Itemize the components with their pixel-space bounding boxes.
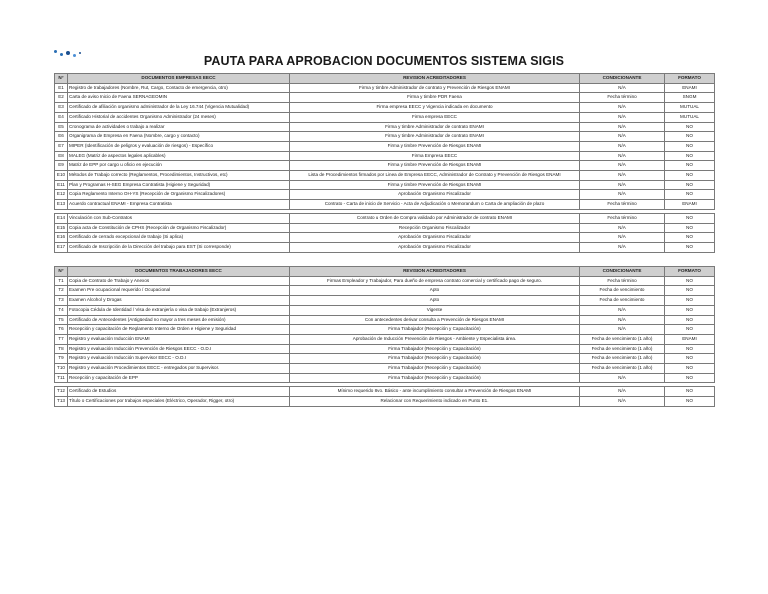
cell-condition: Fecha término bbox=[580, 200, 665, 210]
table-row bbox=[55, 286, 715, 296]
cell-condition: N/A bbox=[580, 397, 665, 407]
cell-format: NO bbox=[665, 180, 715, 190]
table-row bbox=[55, 93, 715, 103]
table-row bbox=[55, 141, 715, 151]
cell-document-name: Certificado de Estudios bbox=[68, 387, 290, 397]
table-header-row bbox=[55, 74, 715, 84]
cell-condition: Fecha de vencimiento (1 año) bbox=[580, 344, 665, 354]
cell-document-name: Certificado de afiliación organismo administrador de la Ley 16.744 (Vigencia Mutualidad) bbox=[68, 103, 290, 113]
cell-review-requirement: Firma Trabajador (Recepción y Capacitación) bbox=[290, 325, 580, 335]
cell-format: MUTUAL bbox=[665, 103, 715, 113]
cell-format: NO bbox=[665, 233, 715, 243]
cell-review-requirement: Firmas Empleador y Trabajador, Para dueño de empresa contrato comercial y certificado pago de seguro. bbox=[290, 276, 580, 286]
cell-condition: N/A bbox=[580, 223, 665, 233]
cell-review-requirement: Firma y timbre Administrador de contrato ENAMI bbox=[290, 132, 580, 142]
table-row bbox=[55, 103, 715, 113]
cell-condition: N/A bbox=[580, 103, 665, 113]
cell-format: NO bbox=[665, 132, 715, 142]
cell-document-name: Certificado de cerrado excepcional de trabajo (Si aplica) bbox=[68, 233, 290, 243]
cell-condition: N/A bbox=[580, 387, 665, 397]
table-row bbox=[55, 213, 715, 223]
cell-item-number: E13 bbox=[55, 200, 68, 210]
cell-condition: N/A bbox=[580, 141, 665, 151]
cell-item-number: T2 bbox=[55, 286, 68, 296]
cell-review-requirement: Firma y timbre Administrador de contrato y Prevención de Riesgos ENAMI bbox=[290, 83, 580, 93]
cell-item-number: T3 bbox=[55, 296, 68, 306]
cell-format: ENAMI bbox=[665, 200, 715, 210]
cell-condition: Fecha término bbox=[580, 93, 665, 103]
cell-item-number: T10 bbox=[55, 364, 68, 374]
cell-format: NO bbox=[665, 223, 715, 233]
cell-format: ENAMI bbox=[665, 83, 715, 93]
table-row bbox=[55, 171, 715, 181]
cell-document-name: Copia de Contrato de Trabajo y Anexos bbox=[68, 276, 290, 286]
worker-documents-table bbox=[54, 266, 715, 407]
cell-review-requirement: Vigente bbox=[290, 305, 580, 315]
cell-format: NO bbox=[665, 141, 715, 151]
cell-condition: N/A bbox=[580, 305, 665, 315]
cell-review-requirement: Firma Trabajador (Recepción y Capacitación) bbox=[290, 344, 580, 354]
cell-document-name: Acuerdo contractual ENAMI - Empresa Contratista bbox=[68, 200, 290, 210]
cell-format: NO bbox=[665, 315, 715, 325]
cell-review-requirement: Firma empresa EECC y Vigencia indicada en documento bbox=[290, 103, 580, 113]
cell-item-number: E14 bbox=[55, 213, 68, 223]
cell-review-requirement: Contrato u Orden de Compra validado por Administrador de contrato ENAMI bbox=[290, 213, 580, 223]
cell-format: NO bbox=[665, 364, 715, 374]
cell-item-number: E12 bbox=[55, 190, 68, 200]
cell-document-name: Certificado de Inscripción de la Dirección del trabajo para EST (Si corresponde) bbox=[68, 242, 290, 252]
cell-condition: Fecha de vencimiento bbox=[580, 286, 665, 296]
cell-document-name: MIPER (Identificación de peligros y evaluación de riesgos) - Específico bbox=[68, 141, 290, 151]
table-row bbox=[55, 151, 715, 161]
cell-document-name: Fotocopia Cédula de Identidad / Visa de extranjería o visa de trabajo (Extranjeros) bbox=[68, 305, 290, 315]
cell-document-name: Copia Reglamento Interno OH-YS (Recepción de Organismo Fiscalizadores) bbox=[68, 190, 290, 200]
cell-review-requirement: Aprobación de Inducción Prevención de Riesgos - Ambiente y Especialista área. bbox=[290, 334, 580, 344]
cell-review-requirement: Contrato - Carta de inicio de Servicio - Acta de Adjudicación o Memorandum o Carta de ampliación de plazo bbox=[290, 200, 580, 210]
cell-condition: N/A bbox=[580, 132, 665, 142]
cell-item-number: T4 bbox=[55, 305, 68, 315]
cell-review-requirement: Firma y timbre Prevención de Riesgos ENAMI bbox=[290, 141, 580, 151]
cell-item-number: T7 bbox=[55, 334, 68, 344]
cell-document-name: Recepción y capacitación de EPP bbox=[68, 373, 290, 383]
cell-format: NO bbox=[665, 276, 715, 286]
cell-format: NO bbox=[665, 397, 715, 407]
cell-review-requirement: Firma empresa EECC bbox=[290, 112, 580, 122]
table-row bbox=[55, 373, 715, 383]
table-header-row bbox=[55, 267, 715, 277]
cell-condition: N/A bbox=[580, 373, 665, 383]
cell-document-name: MALEG (Matriz de aspectos legales aplicables) bbox=[68, 151, 290, 161]
column-header-condition: CONDICIONANTE bbox=[580, 267, 665, 277]
cell-document-name: Vinculación con Sub-Contratos bbox=[68, 213, 290, 223]
cell-condition: N/A bbox=[580, 112, 665, 122]
cell-review-requirement: Firma y timbre Prevención de Riesgos ENAMI bbox=[290, 161, 580, 171]
cell-document-name: Matriz de EPP por cargo u oficio en ejecución bbox=[68, 161, 290, 171]
cell-document-name: Plan y Programas H-SEG Empresa Contratista (Higiene y Seguridad) bbox=[68, 180, 290, 190]
table-row bbox=[55, 122, 715, 132]
cell-document-name: Registro de trabajadores (Nombre, Rut, Cargo, Contacto de emergencia, otro) bbox=[68, 83, 290, 93]
table-row bbox=[55, 200, 715, 210]
cell-item-number: E3 bbox=[55, 103, 68, 113]
table-row bbox=[55, 190, 715, 200]
cell-condition: Fecha de vencimiento (1 año) bbox=[580, 354, 665, 364]
cell-format: MUTUAL bbox=[665, 112, 715, 122]
cell-condition: N/A bbox=[580, 122, 665, 132]
cell-condition: Fecha término bbox=[580, 276, 665, 286]
column-header-document-name: DOCUMENTOS EMPRESAS EECC bbox=[68, 74, 290, 84]
cell-condition: N/A bbox=[580, 180, 665, 190]
column-header-review-requirement: REVISION ACREDITADORES bbox=[290, 74, 580, 84]
table-row bbox=[55, 397, 715, 407]
table-row bbox=[55, 315, 715, 325]
cell-review-requirement: Recepción Organismo Fiscalizador bbox=[290, 223, 580, 233]
cell-item-number: T11 bbox=[55, 373, 68, 383]
table-row bbox=[55, 364, 715, 374]
cell-document-name: Registro y evaluación Inducción Prevención de Riesgos EECC - O.D.I bbox=[68, 344, 290, 354]
cell-item-number: T6 bbox=[55, 325, 68, 335]
cell-condition: Fecha de vencimiento (1 año) bbox=[580, 334, 665, 344]
cell-document-name: Registro y evaluación Inducción Supervisor EECC - O.D.I bbox=[68, 354, 290, 364]
cell-condition: N/A bbox=[580, 171, 665, 181]
table-row bbox=[55, 296, 715, 306]
column-header-document-name: DOCUMENTOS TRABAJADORES EECC bbox=[68, 267, 290, 277]
cell-condition: N/A bbox=[580, 242, 665, 252]
cell-review-requirement: Apto bbox=[290, 296, 580, 306]
table-row bbox=[55, 344, 715, 354]
cell-item-number: E15 bbox=[55, 223, 68, 233]
table-row bbox=[55, 276, 715, 286]
column-header-item-number: N° bbox=[55, 74, 68, 84]
cell-format: NO bbox=[665, 305, 715, 315]
cell-document-name: Registro y evaluación Inducción ENAMI bbox=[68, 334, 290, 344]
table-row bbox=[55, 305, 715, 315]
cell-condition: N/A bbox=[580, 83, 665, 93]
cell-review-requirement: Relacionar con Requerimiento indicado en Punto E1. bbox=[290, 397, 580, 407]
cell-item-number: T9 bbox=[55, 354, 68, 364]
cell-condition: N/A bbox=[580, 325, 665, 335]
table-row bbox=[55, 161, 715, 171]
cell-document-name: Examen Pre ocupacional requerido / Ocupacional bbox=[68, 286, 290, 296]
cell-item-number: E16 bbox=[55, 233, 68, 243]
cell-review-requirement: Firma y timbre Administrador de contrato ENAMI bbox=[290, 122, 580, 132]
cell-item-number: E10 bbox=[55, 171, 68, 181]
cell-review-requirement: Firma Empresa EECC bbox=[290, 151, 580, 161]
cell-document-name: Carta de aviso Inicio de Faena SERNAGEOMIN bbox=[68, 93, 290, 103]
cell-item-number: E17 bbox=[55, 242, 68, 252]
cell-review-requirement: Firma Trabajador (Recepción y Capacitación) bbox=[290, 364, 580, 374]
table-row bbox=[55, 334, 715, 344]
cell-review-requirement: Apto bbox=[290, 286, 580, 296]
table-row bbox=[55, 233, 715, 243]
cell-item-number: E8 bbox=[55, 151, 68, 161]
cell-item-number: T13 bbox=[55, 397, 68, 407]
cell-format: NO bbox=[665, 122, 715, 132]
cell-item-number: T12 bbox=[55, 387, 68, 397]
cell-document-name: Título o Certificaciones por trabajos especiales (Eléctrico, Operador, Rigger, otro) bbox=[68, 397, 290, 407]
cell-document-name: Examen Alcohol y Drogas bbox=[68, 296, 290, 306]
cell-item-number: T1 bbox=[55, 276, 68, 286]
column-header-condition: CONDICIONANTE bbox=[580, 74, 665, 84]
cell-format: NO bbox=[665, 325, 715, 335]
cell-review-requirement: Con antecedentes derivar consulta a Prevención de Riesgos ENAMI bbox=[290, 315, 580, 325]
cell-format: NO bbox=[665, 387, 715, 397]
cell-document-name: Cronograma de actividades o trabajo a realizar bbox=[68, 122, 290, 132]
table-row bbox=[55, 354, 715, 364]
cell-format: NO bbox=[665, 344, 715, 354]
cell-item-number: E7 bbox=[55, 141, 68, 151]
cell-condition: N/A bbox=[580, 151, 665, 161]
cell-condition: Fecha de vencimiento (1 año) bbox=[580, 364, 665, 374]
cell-item-number: E11 bbox=[55, 180, 68, 190]
cell-review-requirement: Firma Trabajador (Recepción y Capacitación) bbox=[290, 354, 580, 364]
cell-review-requirement: Firma y timbre Prevención de Riesgos ENAMI bbox=[290, 180, 580, 190]
cell-condition: N/A bbox=[580, 190, 665, 200]
company-documents-table bbox=[54, 73, 715, 253]
table-row bbox=[55, 325, 715, 335]
cell-document-name: Certificado de Antecedentes (Antigüedad no mayor a tres meses de emisión) bbox=[68, 315, 290, 325]
cell-format: NO bbox=[665, 296, 715, 306]
cell-document-name: Certificado Historial de accidentes Organismo Administrador (24 meses) bbox=[68, 112, 290, 122]
table-row bbox=[55, 112, 715, 122]
cell-condition: N/A bbox=[580, 161, 665, 171]
table-row bbox=[55, 83, 715, 93]
cell-document-name: Recepción y capacitación de Reglamento Interno de Orden e Higiene y Seguridad bbox=[68, 325, 290, 335]
cell-item-number: E4 bbox=[55, 112, 68, 122]
cell-format: NO bbox=[665, 151, 715, 161]
cell-review-requirement: Firma y timbre PDR Faena bbox=[290, 93, 580, 103]
cell-format: SNGM bbox=[665, 93, 715, 103]
cell-document-name: Organigrama de Empresa en Faena (Nombre, cargo y contacto) bbox=[68, 132, 290, 142]
cell-condition: Fecha término bbox=[580, 213, 665, 223]
cell-review-requirement: Aprobación Organismo Fiscalizador bbox=[290, 190, 580, 200]
cell-format: ENAMI bbox=[665, 334, 715, 344]
cell-format: NO bbox=[665, 354, 715, 364]
cell-review-requirement: Lista de Procedimientos firmados por Linea de Empresa EECC, Administrador de Contrato y Prevención de Riesgos ENAMI bbox=[290, 171, 580, 181]
column-header-format: FORMATO bbox=[665, 267, 715, 277]
table-row bbox=[55, 387, 715, 397]
cell-format: NO bbox=[665, 190, 715, 200]
column-header-item-number: N° bbox=[55, 267, 68, 277]
table-row bbox=[55, 223, 715, 233]
cell-condition: Fecha de vencimiento bbox=[580, 296, 665, 306]
table-row bbox=[55, 242, 715, 252]
cell-review-requirement: Aprobación Organismo Fiscalizador bbox=[290, 242, 580, 252]
column-header-review-requirement: REVISION ACREDITADORES bbox=[290, 267, 580, 277]
cell-document-name: Copia acta de Constitución de CPHS (Recepción de Organismo Fiscalizador) bbox=[68, 223, 290, 233]
cell-item-number: E6 bbox=[55, 132, 68, 142]
cell-item-number: E5 bbox=[55, 122, 68, 132]
cell-item-number: E9 bbox=[55, 161, 68, 171]
cell-item-number: E2 bbox=[55, 93, 68, 103]
cell-format: NO bbox=[665, 213, 715, 223]
column-header-format: FORMATO bbox=[665, 74, 715, 84]
cell-review-requirement: Mínimo requerido 8vo. Básico - ante incumplimiento consultar a Prevención de Riesgos ENAMI bbox=[290, 387, 580, 397]
cell-condition: N/A bbox=[580, 233, 665, 243]
cell-format: NO bbox=[665, 286, 715, 296]
table-row bbox=[55, 132, 715, 142]
cell-item-number: T5 bbox=[55, 315, 68, 325]
cell-review-requirement: Firma Trabajador (Recepción y Capacitación) bbox=[290, 373, 580, 383]
cell-document-name: Registro y evaluación Procedimientos EECC - entregados por Supervisor. bbox=[68, 364, 290, 374]
cell-condition: N/A bbox=[580, 315, 665, 325]
page-title: PAUTA PARA APROBACION DOCUMENTOS SISTEMA SIGIS bbox=[203, 54, 565, 68]
cell-document-name: Métodos de Trabajo correcto (Reglamentos, Procedimientos, Instructivos, etc) bbox=[68, 171, 290, 181]
cell-item-number: E1 bbox=[55, 83, 68, 93]
cell-format: NO bbox=[665, 161, 715, 171]
table-row bbox=[55, 180, 715, 190]
cell-format: NO bbox=[665, 373, 715, 383]
cell-format: NO bbox=[665, 171, 715, 181]
cell-item-number: T8 bbox=[55, 344, 68, 354]
cell-format: NO bbox=[665, 242, 715, 252]
cell-review-requirement: Aprobación Organismo Fiscalizador bbox=[290, 233, 580, 243]
